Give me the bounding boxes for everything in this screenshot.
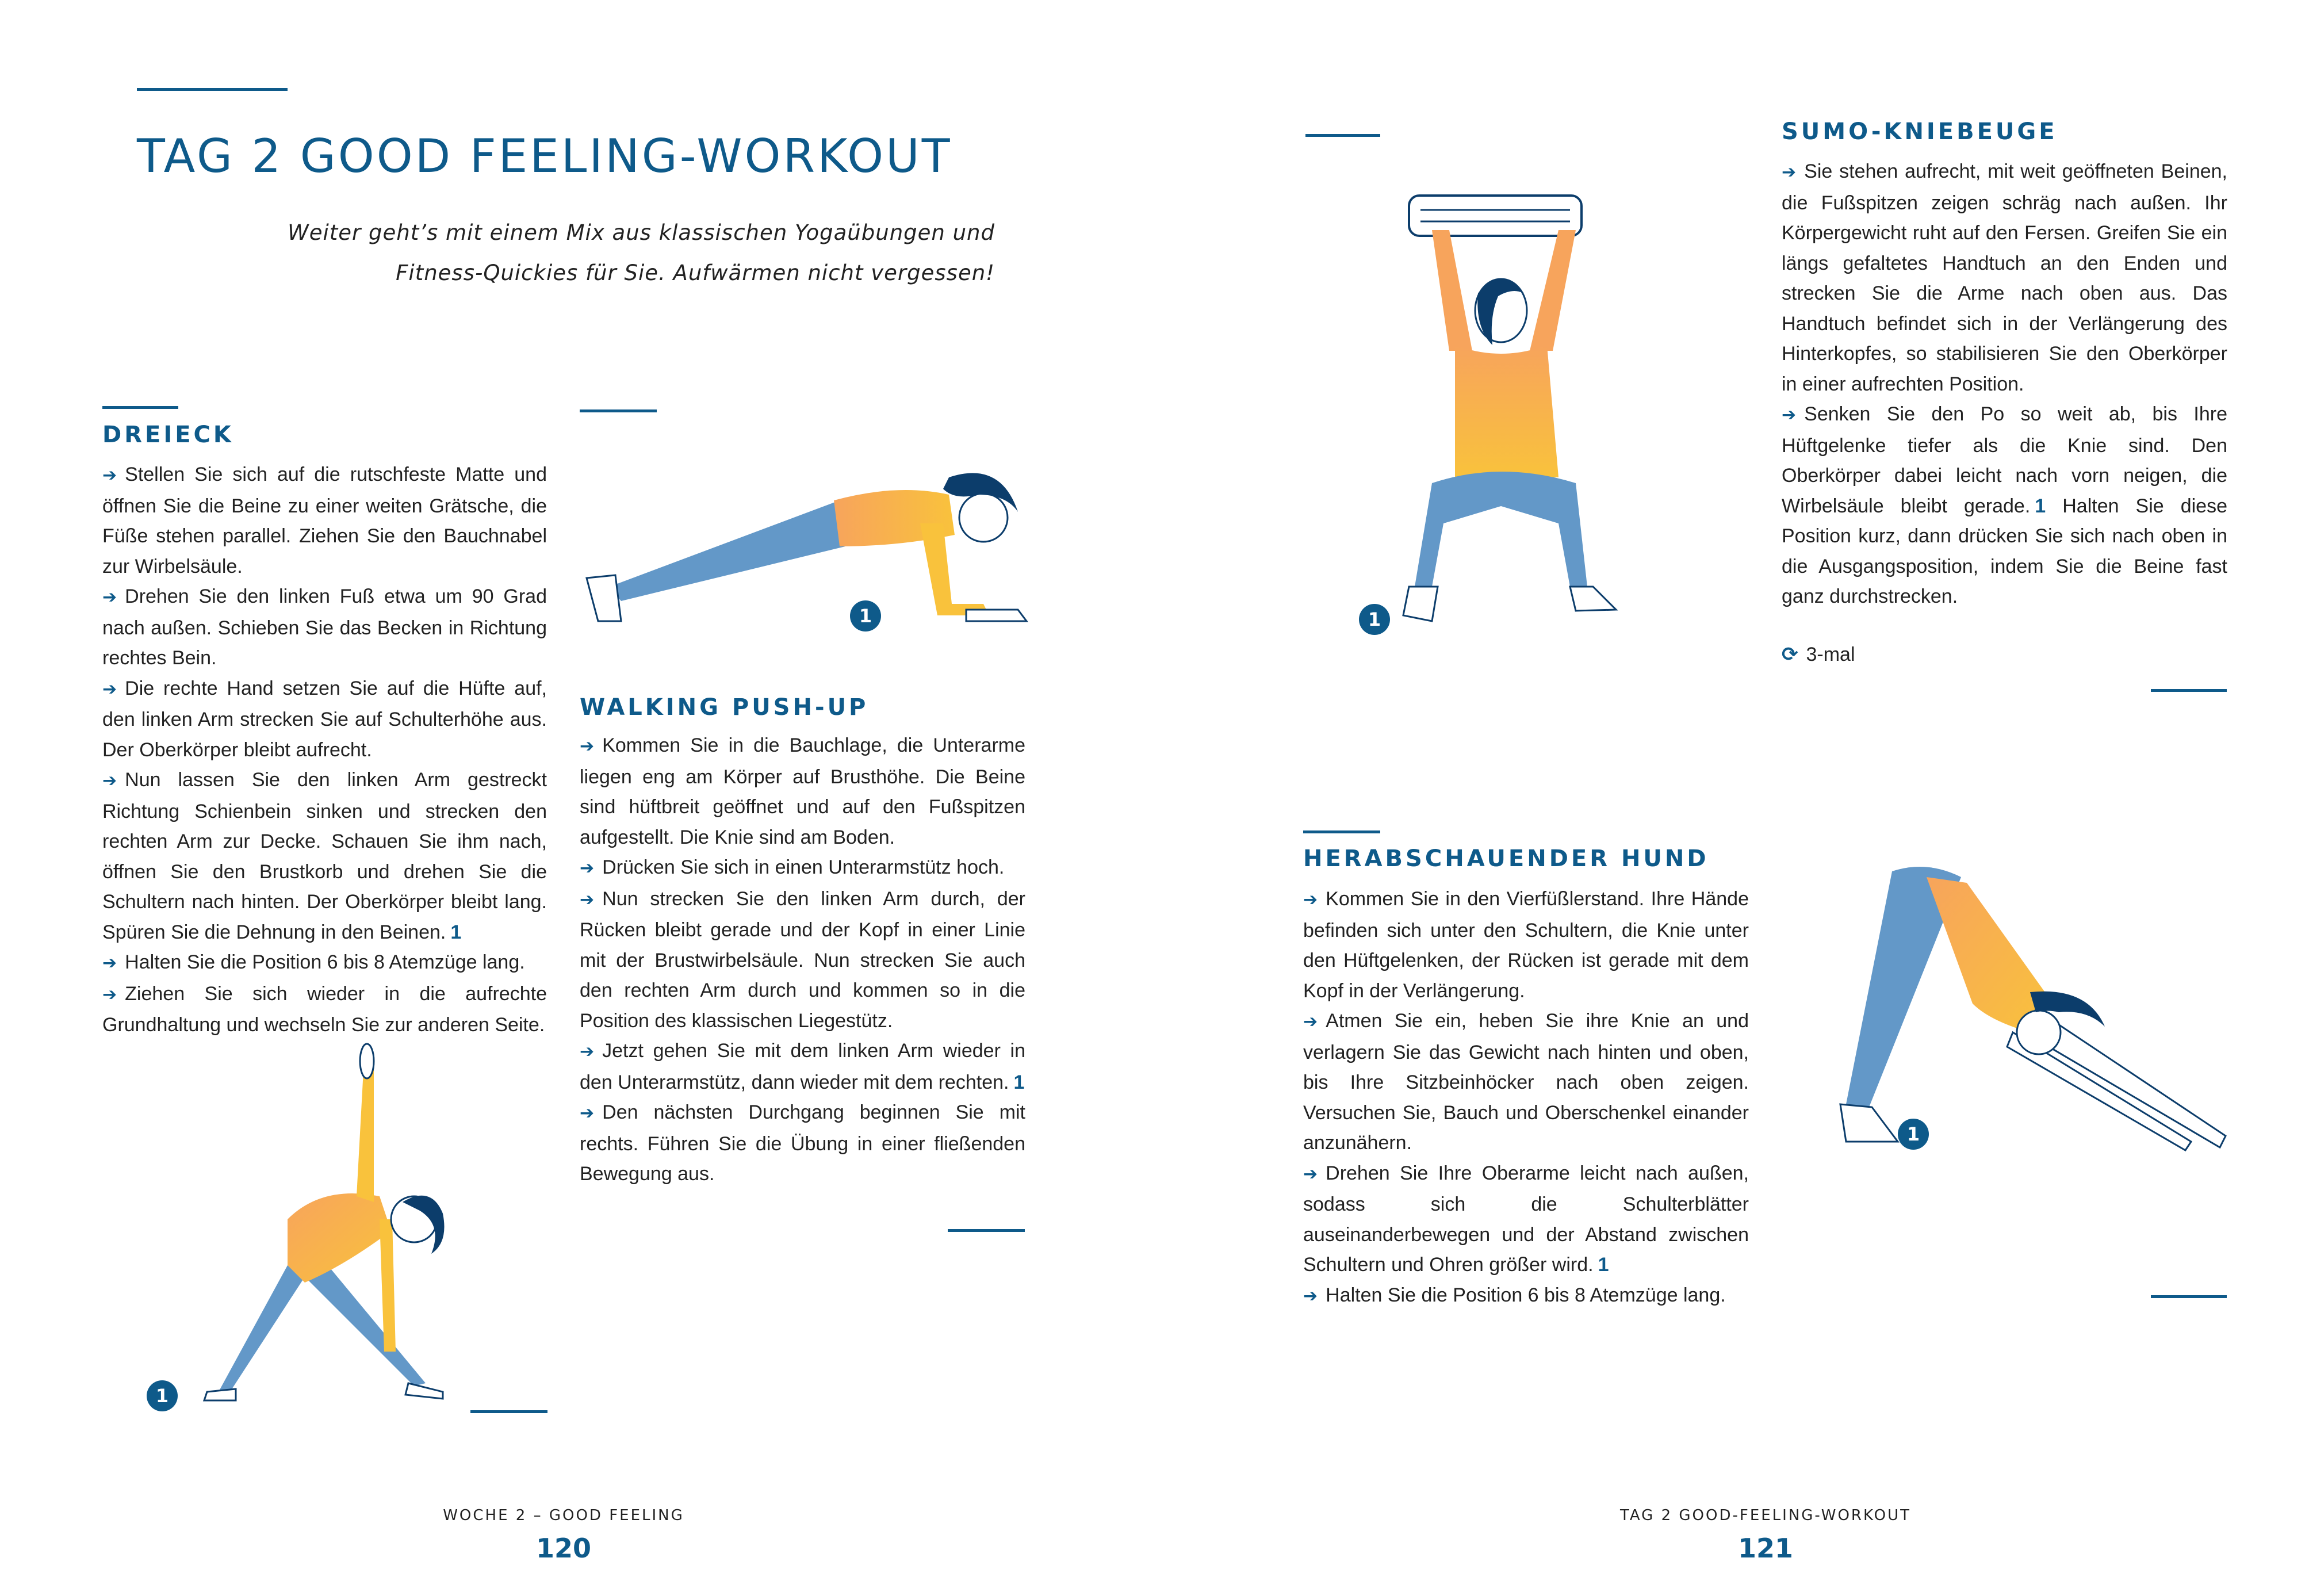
- arrow-right-icon: ➔: [102, 771, 117, 791]
- arrow-right-icon: ➔: [580, 736, 595, 756]
- figure-badge: 1: [850, 600, 881, 631]
- heading-herabschauender-hund: HERABSCHAUENDER HUND: [1303, 845, 1709, 872]
- intro-text: [173, 213, 995, 293]
- footer-right-label: TAG 2 GOOD-FEELING-WORKOUT: [1619, 1507, 1912, 1524]
- sumo-steps: [1782, 156, 2227, 612]
- triangle-pose-illustration: [173, 1047, 472, 1421]
- list-item: ➔ Halten Sie die Position 6 bis 8 Atemzüge lang.: [1303, 1284, 1726, 1306]
- footer-left-label: WOCHE 2 – GOOD FEELING: [443, 1507, 684, 1524]
- heading-dreieck: DREIECK: [102, 422, 234, 448]
- dreieck-steps: [102, 460, 547, 1040]
- section-rule-dreieck: [102, 406, 178, 409]
- list-item: ➔ Kommen Sie in den Vierfüßlerstand. Ihre Hände befinden sich unter den Schultern, die Knie unter den Hüftgelenken, der Rücken ist gerade mit dem Kopf in der Verlängerung.: [1303, 888, 1749, 1002]
- list-item: ➔ Die rechte Hand setzen Sie auf die Hüfte auf, den linken Arm strecken Sie auf Schulterhöhe aus. Der Oberkörper bleibt aufrecht.: [102, 677, 547, 761]
- arrow-right-icon: ➔: [580, 889, 595, 910]
- list-item: ➔ Stellen Sie sich auf die rutschfeste Matte und öffnen Sie die Beine zu einer weiten Grätsche, die Füße stehen parallel. Ziehen Sie den Bauchnabel zur Wirbelsäule.: [102, 464, 547, 577]
- figure-ref: 1: [1598, 1254, 1609, 1276]
- list-item: ➔ Drehen Sie Ihre Oberarme leicht nach außen, sodass sich die Schulterblätter auseinanderbewegen und der Abstand zwischen Schultern und Ohren größer wird. 1: [1303, 1162, 1749, 1276]
- intro-line-2: Fitness-Quickies für Sie. Aufwärmen nicht vergessen!: [396, 261, 995, 285]
- arrow-right-icon: ➔: [102, 587, 117, 607]
- list-item: ➔ Drehen Sie den linken Fuß etwa um 90 Grad nach außen. Schieben Sie das Becken in Richtung rechtes Bein.: [102, 585, 547, 669]
- section-rule-hund: [1303, 830, 1380, 833]
- intro-line-1: Weiter geht’s mit einem Mix aus klassischen Yogaübungen und: [288, 220, 995, 245]
- page-number-right: 121: [1737, 1533, 1794, 1564]
- arrow-right-icon: ➔: [580, 1103, 595, 1123]
- arrow-right-icon: ➔: [1782, 405, 1797, 425]
- page-title: TAG 2 GOOD FEELING-WORKOUT: [137, 129, 952, 183]
- figure-badge: 1: [1898, 1119, 1929, 1150]
- repeat-label: 3-mal: [1806, 644, 1855, 665]
- walking-steps: [580, 730, 1025, 1189]
- downward-dog-illustration: [1783, 860, 2243, 1159]
- arrow-right-icon: ➔: [1303, 890, 1318, 910]
- list-item: ➔ Sie stehen aufrecht, mit weit geöffneten Beinen, die Fußspitzen zeigen schräg nach außen. Ihr Körpergewicht ruht auf den Fersen. Greifen Sie ein längs gefaltetes Handtuch an den Enden und strecken Sie die Arme nach oben aus. Das Handtuch befindet sich in der Verlängerung des Hinterkopfes, so stabilisieren Sie den Oberkörper in einer aufrechten Position.: [1782, 160, 2227, 395]
- list-item: ➔ Halten Sie die Position 6 bis 8 Atemzüge lang.: [102, 951, 525, 973]
- arrow-right-icon: ➔: [1303, 1163, 1318, 1184]
- hund-steps: [1303, 884, 1749, 1311]
- arrow-right-icon: ➔: [1303, 1285, 1318, 1306]
- section-end-rule-walking: [948, 1229, 1025, 1232]
- list-item: ➔ Nun strecken Sie den linken Arm durch, der Rücken bleibt gerade und der Kopf in einer Linie mit der Brustwirbelsäule. Nun strecken Sie auch den rechten Arm durch und kommen so in die Position des klassischen Liegestütz.: [580, 887, 1025, 1032]
- section-end-rule-dreieck: [470, 1410, 547, 1413]
- list-item: ➔ Den nächsten Durchgang beginnen Sie mit rechts. Führen Sie die Übung in einer fließenden Bewegung aus.: [580, 1101, 1025, 1185]
- list-item: ➔ Nun lassen Sie den linken Arm gestreckt Richtung Schienbein sinken und strecken den rechten Arm zur Decke. Schauen Sie ihm nach, öffnen Sie den Brustkorb und drehen Sie die Schultern nach hinten. Der Oberkörper bleibt lang. Spüren Sie die Dehnung in den Beinen. 1: [102, 769, 547, 943]
- repeat-count: [1782, 643, 1855, 666]
- section-rule-walking-figure: [580, 409, 657, 412]
- arrow-right-icon: ➔: [1303, 1012, 1318, 1032]
- sumo-squat-illustration: [1346, 178, 1668, 638]
- arrow-right-icon: ➔: [580, 858, 595, 878]
- arrow-right-icon: ➔: [102, 984, 117, 1005]
- page-number-left: 120: [535, 1533, 592, 1564]
- heading-sumo-kniebeuge: SUMO-KNIEBEUGE: [1782, 118, 2058, 145]
- repeat-icon: ⟳: [1782, 643, 1798, 666]
- list-item: ➔ Atmen Sie ein, heben Sie ihre Knie an und verlagern Sie das Gewicht nach hinten und oben, bis Ihre Sitzbeinhöcker nach oben zeigen. Versuchen Sie, Bauch und Oberschenkel einander anzunähern.: [1303, 1010, 1749, 1154]
- arrow-right-icon: ➔: [102, 953, 117, 973]
- section-end-rule-sumo: [2151, 689, 2227, 692]
- figure-badge: 1: [1359, 604, 1390, 635]
- figure-ref: 1: [2035, 495, 2046, 517]
- list-item: ➔ Jetzt gehen Sie mit dem linken Arm wieder in den Unterarmstütz, dann wieder mit dem rechten. 1: [580, 1040, 1025, 1093]
- arrow-right-icon: ➔: [102, 465, 117, 485]
- walking-push-up-illustration: [575, 449, 1047, 638]
- top-rule-sumo-figure: [1305, 134, 1380, 137]
- list-item: ➔ Drücken Sie sich in einen Unterarmstütz hoch.: [580, 856, 1005, 878]
- section-end-rule-hund: [2151, 1295, 2227, 1298]
- figure-ref: 1: [1013, 1071, 1025, 1093]
- top-rule-left: [137, 88, 288, 91]
- figure-ref: 1: [450, 921, 462, 943]
- arrow-right-icon: ➔: [102, 679, 117, 699]
- heading-walking-push-up: WALKING PUSH-UP: [580, 694, 869, 721]
- list-item: ➔ Senken Sie den Po so weit ab, bis Ihre Hüftgelenke tiefer als die Knie sind. Den Oberkörper dabei leicht nach vorn neigen, die Wirbelsäule bleibt gerade. 1 Halten Sie diese Position kurz, dann drücken Sie sich nach oben in die Ausgangsposition, indem Sie die Beine fast ganz durchstrecken.: [1782, 403, 2227, 607]
- list-item: ➔ Kommen Sie in die Bauchlage, die Unterarme liegen eng am Körper auf Brusthöhe. Die Beine sind hüftbreit geöffnet und auf den Fußspitzen aufgestellt. Die Knie sind am Boden.: [580, 734, 1025, 848]
- arrow-right-icon: ➔: [1782, 162, 1797, 182]
- list-item: ➔ Ziehen Sie sich wieder in die aufrechte Grundhaltung und wechseln Sie zur anderen Seite.: [102, 982, 547, 1036]
- figure-badge: 1: [147, 1380, 178, 1411]
- arrow-right-icon: ➔: [580, 1042, 595, 1062]
